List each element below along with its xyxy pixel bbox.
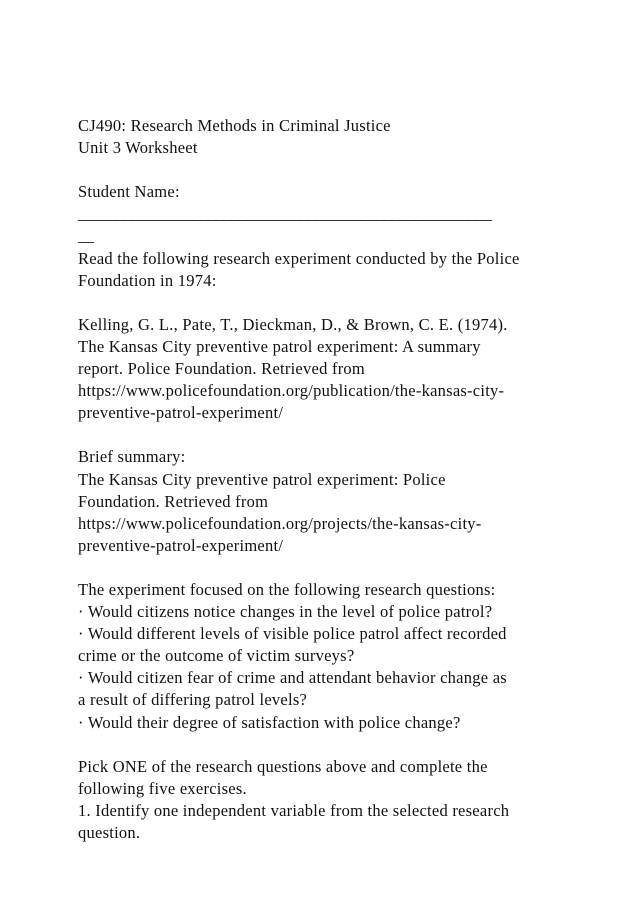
spacer — [78, 292, 598, 314]
worksheet-title: Unit 3 Worksheet — [78, 138, 198, 158]
citation-line: report. Police Foundation. Retrieved from — [78, 359, 366, 379]
question-item: · Would their degree of satisfaction with police change? — [78, 712, 461, 732]
summary-line: Foundation. Retrieved from — [78, 491, 269, 511]
intro-line: Read the following research experiment conducted by the Police — [78, 248, 520, 268]
citation-line: Kelling, G. L., Pate, T., Dieckman, D., & Brown, C. E. (1974). — [78, 314, 508, 334]
citation-url: https://www.policefoundation.org/publication/the-kansas-city- — [78, 381, 505, 401]
student-name-rule-continued: __ — [78, 226, 94, 246]
questions-intro: The experiment focused on the following research questions: — [78, 579, 496, 599]
summary-url: preventive-patrol-experiment/ — [78, 535, 284, 555]
intro-line: Foundation in 1974: — [78, 270, 217, 290]
spacer — [78, 424, 598, 446]
spacer — [78, 557, 598, 579]
exercise-item: question. — [78, 823, 141, 842]
question-item: crime or the outcome of victim surveys? — [78, 646, 355, 666]
citation-line: The Kansas City preventive patrol experiment: A summary — [78, 336, 481, 356]
question-item: · Would citizens notice changes in the level of police patrol? — [78, 602, 493, 622]
summary-url: https://www.policefoundation.org/projects/the-kansas-city- — [78, 513, 482, 533]
spacer — [78, 734, 598, 756]
question-item: a result of differing patrol levels? — [78, 690, 308, 710]
instructions-line: following five exercises. — [78, 778, 247, 798]
citation-url: preventive-patrol-experiment/ — [78, 403, 284, 423]
spacer — [78, 159, 598, 181]
summary-line: The Kansas City preventive patrol experiment: Police — [78, 469, 446, 489]
summary-heading: Brief summary: — [78, 447, 186, 467]
student-name-rule: ______________________________________________________ — [78, 204, 492, 224]
question-item: · Would different levels of visible police patrol affect recorded — [78, 624, 507, 644]
course-title: CJ490: Research Methods in Criminal Justice — [78, 116, 391, 135]
student-name-label: Student Name: — [78, 182, 180, 202]
instructions-line: Pick ONE of the research questions above and complete the — [78, 756, 488, 776]
exercise-item: 1. Identify one independent variable from the selected research — [78, 800, 510, 820]
worksheet-page — [78, 115, 598, 844]
question-item: · Would citizen fear of crime and attendant behavior change as — [78, 668, 507, 688]
